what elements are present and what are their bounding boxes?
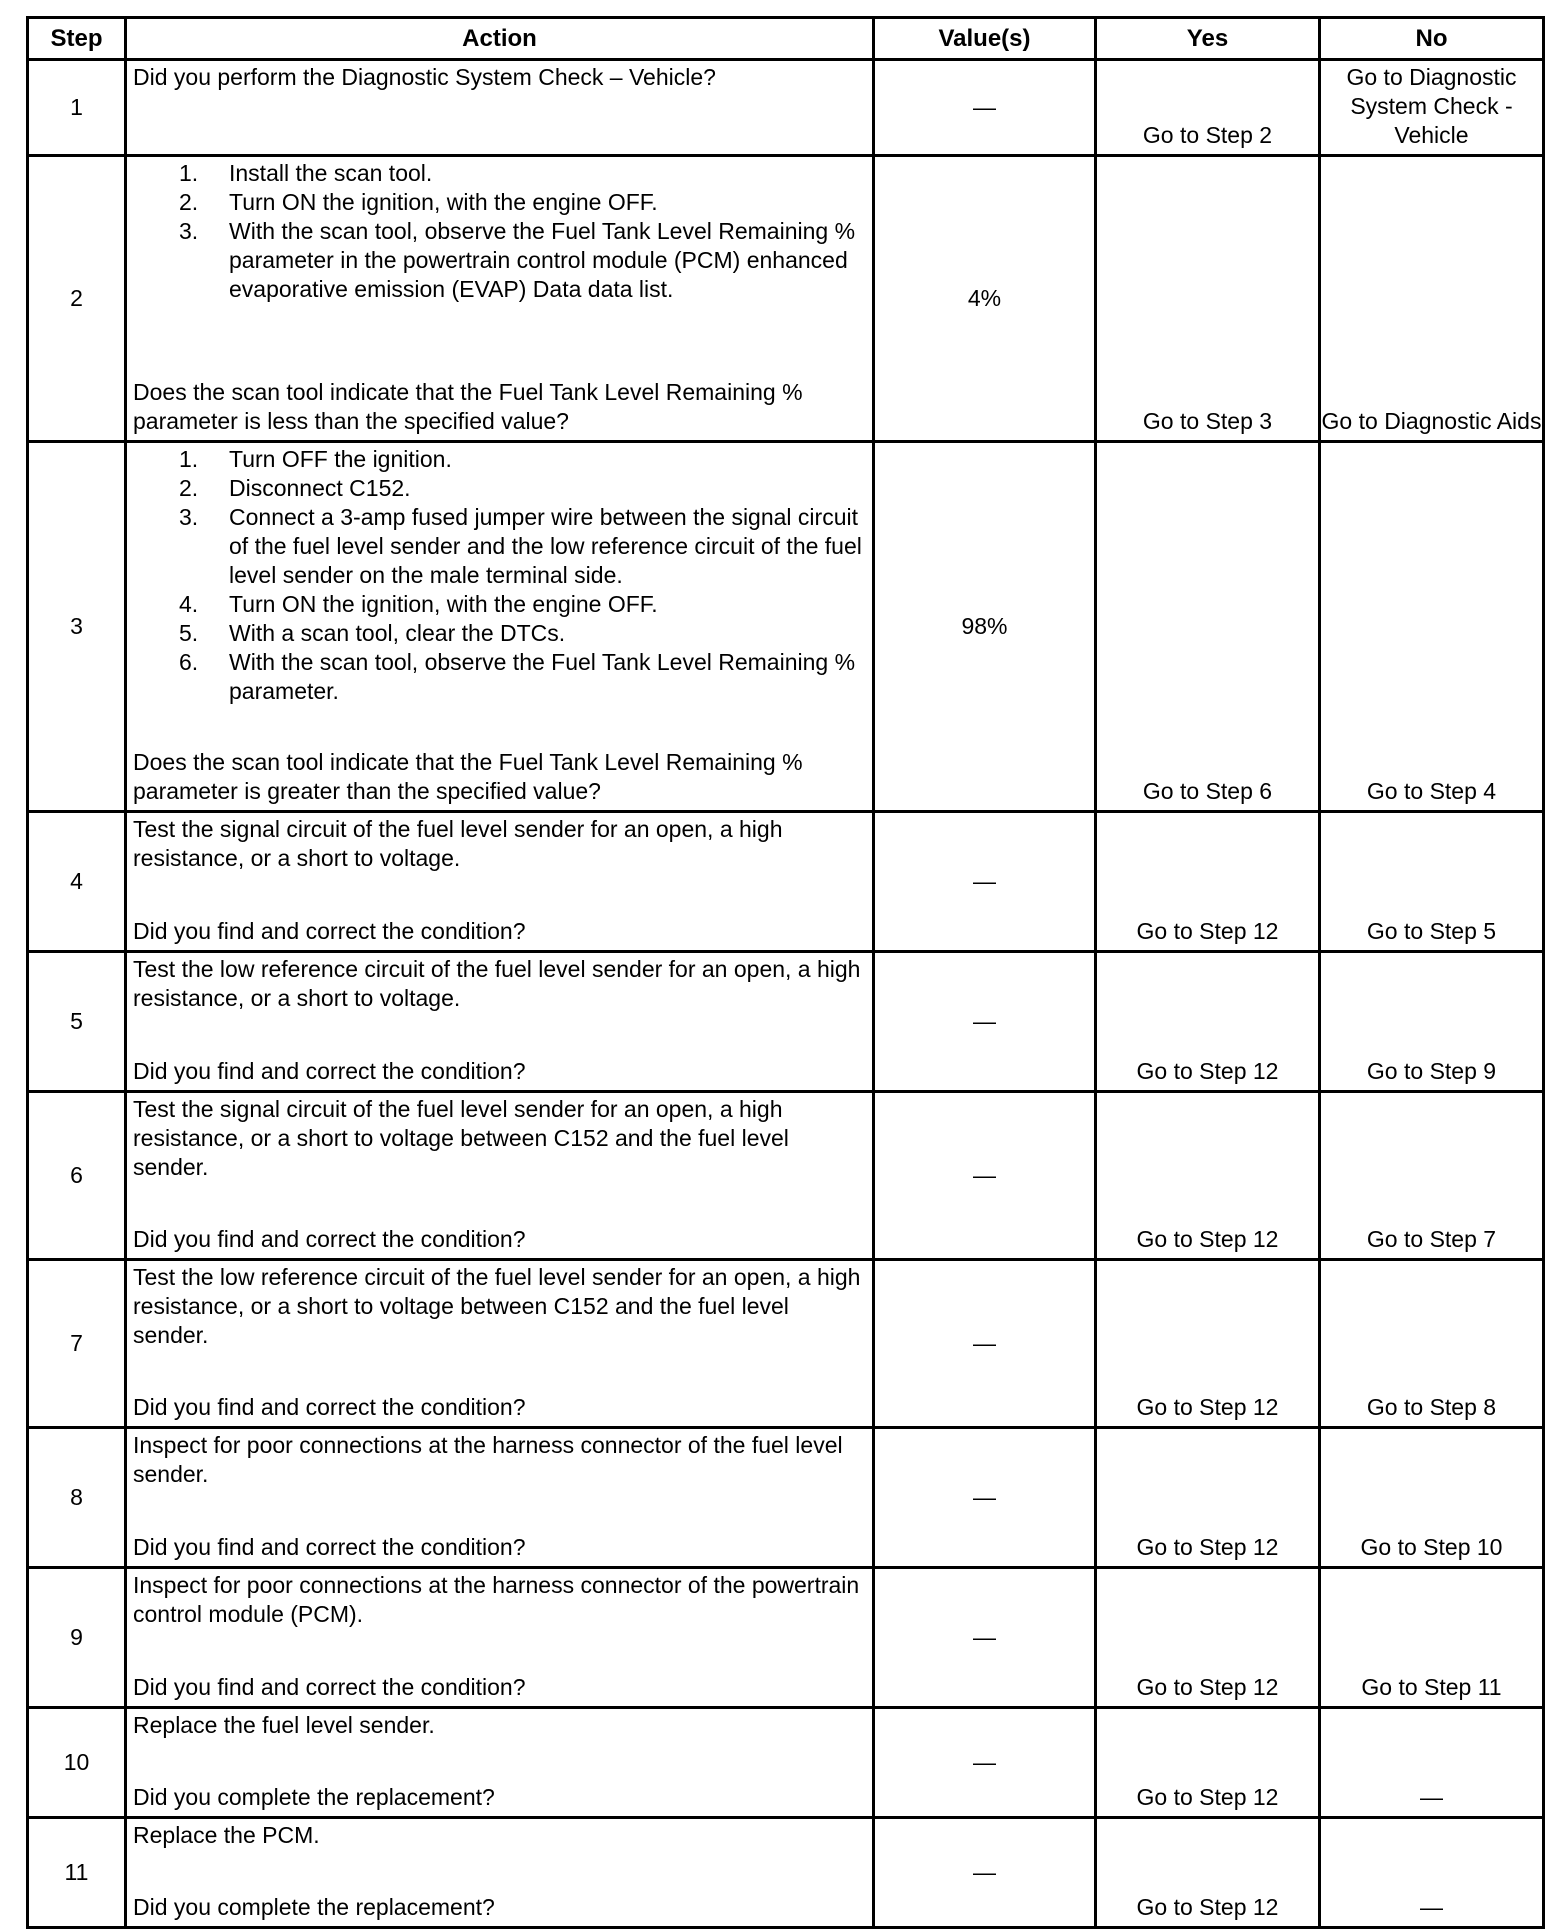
value-cell: — bbox=[874, 1818, 1096, 1928]
action-instructions bbox=[133, 445, 864, 706]
no-cell: — bbox=[1320, 1818, 1544, 1928]
action-content bbox=[133, 445, 864, 806]
action-list-item bbox=[179, 474, 864, 503]
action-question: Did you find and correct the condition? bbox=[133, 1534, 526, 1560]
header-row bbox=[28, 18, 1544, 60]
action-instructions bbox=[133, 1711, 864, 1740]
step-cell: 8 bbox=[28, 1428, 126, 1568]
yes-cell: Go to Step 12 bbox=[1096, 1260, 1320, 1428]
action-list-text: With a scan tool, clear the DTCs. bbox=[229, 620, 566, 646]
table-row bbox=[28, 1092, 1544, 1260]
action-list-text: With the scan tool, observe the Fuel Tank Level Remaining % parameter. bbox=[229, 649, 856, 704]
no-cell: Go to Step 10 bbox=[1320, 1428, 1544, 1568]
diagnostic-table bbox=[26, 16, 1545, 1929]
action-cell bbox=[126, 156, 874, 442]
yes-cell: Go to Step 12 bbox=[1096, 952, 1320, 1092]
action-question: Did you find and correct the condition? bbox=[133, 1226, 526, 1252]
action-cell bbox=[126, 952, 874, 1092]
yes-cell: Go to Step 2 bbox=[1096, 60, 1320, 156]
action-text: Did you perform the Diagnostic System Check – Vehicle? bbox=[133, 64, 716, 90]
action-instructions bbox=[133, 1095, 864, 1182]
action-content bbox=[133, 1095, 864, 1254]
action-text: Test the signal circuit of the fuel level sender for an open, a high resistance, or a short to voltage. bbox=[133, 816, 783, 871]
table-row bbox=[28, 1428, 1544, 1568]
value-cell: — bbox=[874, 1260, 1096, 1428]
action-question: Did you find and correct the condition? bbox=[133, 1674, 526, 1700]
header-step: Step bbox=[28, 18, 126, 60]
table-row bbox=[28, 1818, 1544, 1928]
action-question: Does the scan tool indicate that the Fuel Tank Level Remaining % parameter is less than the specified value? bbox=[133, 379, 803, 434]
yes-cell: Go to Step 12 bbox=[1096, 1092, 1320, 1260]
value-cell: — bbox=[874, 1428, 1096, 1568]
action-content bbox=[133, 159, 864, 436]
value-cell: 98% bbox=[874, 442, 1096, 812]
header-no: No bbox=[1320, 18, 1544, 60]
action-list-item bbox=[179, 648, 864, 706]
yes-cell: Go to Step 12 bbox=[1096, 1818, 1320, 1928]
action-content bbox=[133, 1821, 864, 1922]
header-values: Value(s) bbox=[874, 18, 1096, 60]
table-row bbox=[28, 1708, 1544, 1818]
value-cell: — bbox=[874, 60, 1096, 156]
action-list-text: With the scan tool, observe the Fuel Tank Level Remaining % parameter in the powertrain control module (PCM) enhanced evaporative emission (EVAP) Data data list. bbox=[229, 218, 856, 302]
no-cell: Go to Step 8 bbox=[1320, 1260, 1544, 1428]
yes-cell: Go to Step 12 bbox=[1096, 1708, 1320, 1818]
action-list-text: Install the scan tool. bbox=[229, 160, 433, 186]
header-yes: Yes bbox=[1096, 18, 1320, 60]
value-cell: — bbox=[874, 812, 1096, 952]
no-cell: Go to Step 11 bbox=[1320, 1568, 1544, 1708]
step-cell: 9 bbox=[28, 1568, 126, 1708]
no-cell: Go to Diagnostic Aids bbox=[1320, 156, 1544, 442]
action-list-item bbox=[179, 217, 864, 304]
action-list-item bbox=[179, 445, 864, 474]
action-list-item bbox=[179, 619, 864, 648]
action-text: Replace the PCM. bbox=[133, 1822, 320, 1848]
step-cell: 7 bbox=[28, 1260, 126, 1428]
action-list-item bbox=[179, 188, 864, 217]
action-instructions bbox=[133, 955, 864, 1013]
table-row bbox=[28, 60, 1544, 156]
action-cell bbox=[126, 1428, 874, 1568]
value-cell: — bbox=[874, 1708, 1096, 1818]
action-instructions bbox=[133, 1263, 864, 1350]
action-question: Did you find and correct the condition? bbox=[133, 1058, 526, 1084]
action-cell bbox=[126, 442, 874, 812]
action-list-number: 6. bbox=[179, 649, 199, 675]
step-cell: 5 bbox=[28, 952, 126, 1092]
value-cell: 4% bbox=[874, 156, 1096, 442]
step-cell: 3 bbox=[28, 442, 126, 812]
action-cell bbox=[126, 1260, 874, 1428]
value-cell: — bbox=[874, 952, 1096, 1092]
table-body bbox=[28, 60, 1544, 1928]
action-list-number: 3. bbox=[179, 504, 199, 530]
no-cell: Go to Diagnostic System Check - Vehicle bbox=[1320, 60, 1544, 156]
action-question: Did you find and correct the condition? bbox=[133, 918, 526, 944]
no-cell: — bbox=[1320, 1708, 1544, 1818]
action-content bbox=[133, 1263, 864, 1422]
action-content bbox=[133, 955, 864, 1086]
value-cell: — bbox=[874, 1092, 1096, 1260]
yes-cell: Go to Step 3 bbox=[1096, 156, 1320, 442]
action-question: Did you complete the replacement? bbox=[133, 1894, 495, 1920]
action-list-number: 1. bbox=[179, 446, 199, 472]
action-list bbox=[133, 445, 864, 706]
action-content bbox=[133, 1431, 864, 1562]
action-text: Inspect for poor connections at the harness connector of the fuel level sender. bbox=[133, 1432, 843, 1487]
no-cell: Go to Step 7 bbox=[1320, 1092, 1544, 1260]
no-cell: Go to Step 4 bbox=[1320, 442, 1544, 812]
step-cell: 10 bbox=[28, 1708, 126, 1818]
action-list-text: Connect a 3-amp fused jumper wire between the signal circuit of the fuel level sender and the low reference circuit of the fuel level sender on the male terminal side. bbox=[229, 504, 862, 588]
action-list-number: 4. bbox=[179, 591, 199, 617]
action-list-text: Turn ON the ignition, with the engine OFF. bbox=[229, 591, 658, 617]
action-cell bbox=[126, 812, 874, 952]
action-question: Does the scan tool indicate that the Fuel Tank Level Remaining % parameter is greater than the specified value? bbox=[133, 749, 803, 804]
action-list bbox=[133, 159, 864, 304]
yes-cell: Go to Step 6 bbox=[1096, 442, 1320, 812]
yes-cell: Go to Step 12 bbox=[1096, 1428, 1320, 1568]
action-question: Did you complete the replacement? bbox=[133, 1784, 495, 1810]
step-cell: 6 bbox=[28, 1092, 126, 1260]
action-instructions bbox=[133, 159, 864, 304]
action-question: Did you find and correct the condition? bbox=[133, 1394, 526, 1420]
step-cell: 11 bbox=[28, 1818, 126, 1928]
action-list-item bbox=[179, 590, 864, 619]
action-list-number: 1. bbox=[179, 160, 199, 186]
table-row bbox=[28, 812, 1544, 952]
action-list-number: 2. bbox=[179, 189, 199, 215]
header-action: Action bbox=[126, 18, 874, 60]
yes-cell: Go to Step 12 bbox=[1096, 812, 1320, 952]
action-cell bbox=[126, 1818, 874, 1928]
action-cell bbox=[126, 1708, 874, 1818]
action-content bbox=[133, 63, 864, 150]
step-cell: 2 bbox=[28, 156, 126, 442]
action-list-text: Disconnect C152. bbox=[229, 475, 411, 501]
action-text: Replace the fuel level sender. bbox=[133, 1712, 435, 1738]
no-cell: Go to Step 5 bbox=[1320, 812, 1544, 952]
action-text: Test the low reference circuit of the fuel level sender for an open, a high resistance, or a short to voltage between C152 and the fuel level sender. bbox=[133, 1264, 861, 1348]
action-list-text: Turn ON the ignition, with the engine OFF. bbox=[229, 189, 658, 215]
action-content bbox=[133, 1571, 864, 1702]
action-list-number: 2. bbox=[179, 475, 199, 501]
action-list-item bbox=[179, 159, 864, 188]
action-content bbox=[133, 1711, 864, 1812]
action-list-number: 5. bbox=[179, 620, 199, 646]
step-cell: 4 bbox=[28, 812, 126, 952]
no-cell: Go to Step 9 bbox=[1320, 952, 1544, 1092]
table-row bbox=[28, 156, 1544, 442]
action-instructions bbox=[133, 63, 864, 92]
action-list-text: Turn OFF the ignition. bbox=[229, 446, 452, 472]
action-text: Inspect for poor connections at the harness connector of the powertrain control module (PCM). bbox=[133, 1572, 860, 1627]
value-cell: — bbox=[874, 1568, 1096, 1708]
action-instructions bbox=[133, 1431, 864, 1489]
action-instructions bbox=[133, 815, 864, 873]
action-instructions bbox=[133, 1821, 864, 1850]
table-row bbox=[28, 952, 1544, 1092]
action-text: Test the low reference circuit of the fuel level sender for an open, a high resistance, or a short to voltage. bbox=[133, 956, 861, 1011]
action-list-item bbox=[179, 503, 864, 590]
table-row bbox=[28, 1568, 1544, 1708]
action-cell bbox=[126, 60, 874, 156]
action-content bbox=[133, 815, 864, 946]
table-row bbox=[28, 1260, 1544, 1428]
action-text: Test the signal circuit of the fuel level sender for an open, a high resistance, or a short to voltage between C152 and the fuel level sender. bbox=[133, 1096, 789, 1180]
table-row bbox=[28, 442, 1544, 812]
yes-cell: Go to Step 12 bbox=[1096, 1568, 1320, 1708]
action-instructions bbox=[133, 1571, 864, 1629]
action-list-number: 3. bbox=[179, 218, 199, 244]
step-cell: 1 bbox=[28, 60, 126, 156]
action-cell bbox=[126, 1568, 874, 1708]
action-cell bbox=[126, 1092, 874, 1260]
